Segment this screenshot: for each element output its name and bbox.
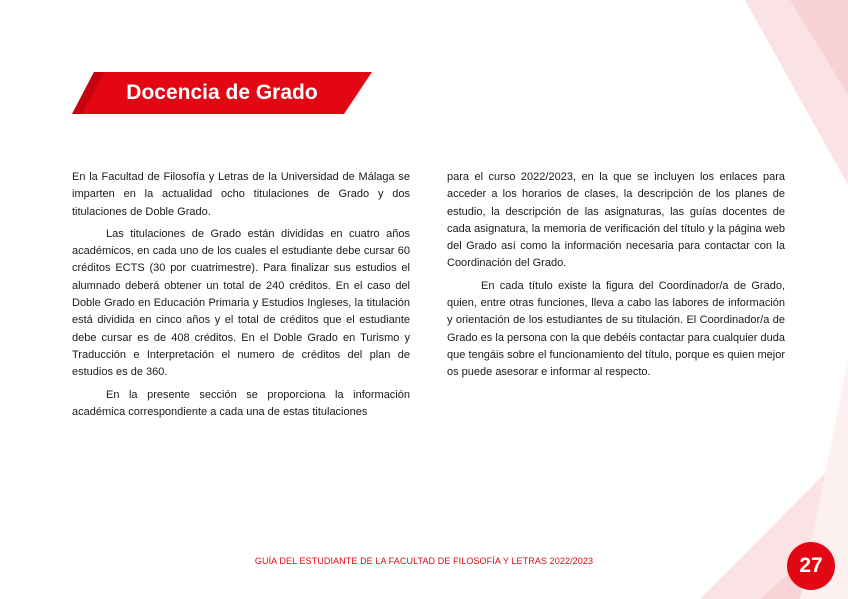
- paragraph: Las titulaciones de Grado están divididas en cuatro años académicos, en cada uno de los cuales el estudiante debe cursar 60 créditos ECTS (30 por cuatrimestre). Para finalizar sus estudios el alumnado deberá obtener un total de 240 créditos. En el caso del Doble Grado en Educación Primaria y Estudios Ingleses, la titulación está dividida en cinco años y el total de créditos que el estudiante debe cursar es de 408 créditos. En el Doble Grado en Turismo y Traducción e Interpretación el numero de créditos del plan de estudios es de 360.: [72, 227, 410, 379]
- left-text-column: [72, 169, 410, 426]
- footer-guide-title: GUÍA DEL ESTUDIANTE DE LA FACULTAD DE FILOSOFÍA Y LETRAS 2022/2023: [254, 556, 594, 566]
- right-text-column: [447, 169, 785, 387]
- page-number-badge: 27: [787, 542, 835, 590]
- paragraph: En la Facultad de Filosofía y Letras de la Universidad de Málaga se imparten en la actualidad ocho titulaciones de Grado y dos titulaciones de Doble Grado.: [72, 171, 410, 218]
- paragraph: En la presente sección se proporciona la información académica correspondiente a cada una de estas titulaciones: [72, 388, 410, 418]
- page-title: Docencia de Grado: [126, 81, 318, 104]
- paragraph: En cada título existe la figura del Coordinador/a de Grado, quien, entre otras funciones, lleva a cabo las labores de información y orientación de los estudiantes de su titulación. El Coordinador/a de Grado es la persona con la que debéis contactar para cualquier duda que tengáis sobre el funcionamiento del título, porque es quien mejor os puede asesorar e informar al respecto.: [447, 279, 785, 379]
- paragraph: para el curso 2022/2023, en la que se incluyen los enlaces para acceder a los horarios de clases, la descripción de los planes de estudio, la descripción de las asignaturas, las guías docentes de cada asignatura, la memoria de verificación del título y la página web del Grado así como la información necesaria para contactar con la Coordinación del Grado.: [447, 171, 785, 270]
